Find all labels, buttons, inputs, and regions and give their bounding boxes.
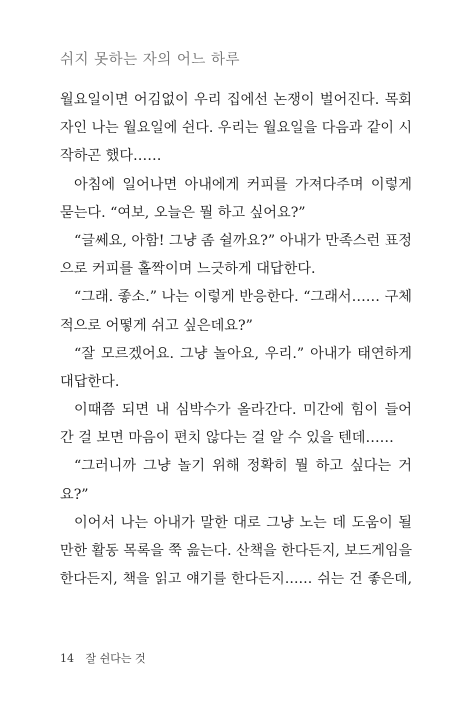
text-line: 한다든지, 책을 읽고 얘기를 한다든지…… 쉬는 건 좋은데, (60, 571, 412, 588)
text-line: 적으로 어떻게 쉬고 싶은데요?” (60, 317, 253, 334)
text-line: 으로 커피를 홀짝이며 느긋하게 대답한다. (60, 261, 316, 278)
text-line: 아침에 일어나면 아내에게 커피를 가져다주며 이렇게 (74, 176, 412, 193)
book-title: 잘 쉰다는 것 (85, 652, 146, 665)
body-text (60, 86, 412, 593)
text-line: 간 걸 보면 마음이 편치 않다는 걸 알 수 있을 텐데…… (60, 430, 394, 447)
text-line: 대답한다. (60, 373, 120, 390)
text-line: 요?” (60, 486, 89, 503)
text-line: “그래. 좋소.” 나는 이렇게 반응한다. “그래서…… 구체 (74, 289, 412, 306)
text-line: 묻는다. “여보, 오늘은 뭘 하고 싶어요?” (60, 204, 306, 221)
text-line: “그러니까 그냥 놀기 위해 정확히 뭘 하고 싶다는 거 (74, 458, 412, 475)
page-number: 14 (60, 652, 74, 665)
text-line: 작하곤 했다…… (60, 148, 162, 165)
text-line: 이어서 나는 아내가 말한 대로 그냥 노는 데 도움이 될 (74, 514, 412, 531)
text-line: 자인 나는 월요일에 쉰다. 우리는 월요일을 다음과 같이 시 (60, 120, 412, 137)
text-line: 월요일이면 어김없이 우리 집에선 논쟁이 벌어진다. 목회 (60, 92, 412, 108)
text-line: 만한 활동 목록을 쭉 읊는다. 산책을 한다든지, 보드게임을 (60, 543, 412, 559)
text-line: 이때쯤 되면 내 심박수가 올라간다. 미간에 힘이 들어 (74, 402, 412, 419)
text-line: “글쎄요, 아함! 그냥 좀 쉴까요?” 아내가 만족스런 표정 (74, 232, 412, 249)
running-head: 쉬지 못하는 자의 어느 하루 (60, 52, 241, 68)
folio (60, 650, 146, 666)
text-line: “잘 모르겠어요. 그냥 놀아요, 우리.” 아내가 태연하게 (74, 345, 412, 362)
